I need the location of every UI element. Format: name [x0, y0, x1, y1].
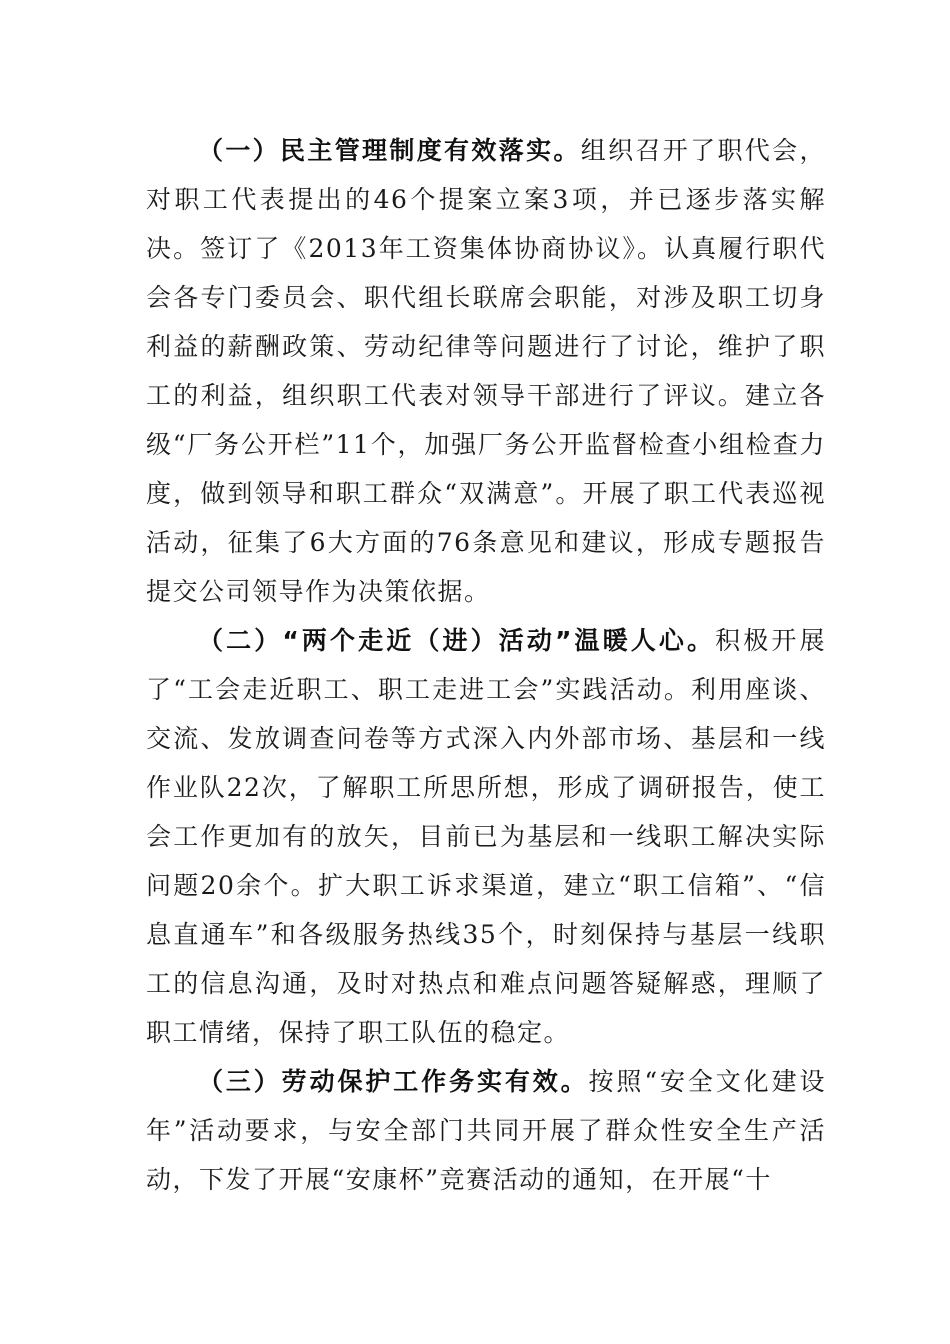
section-2-heading: （二）“两个走近（进）活动”温暖人心。: [198, 626, 716, 655]
section-1-paragraph: [146, 126, 826, 616]
section-2-paragraph: [146, 616, 826, 1057]
document-body: [146, 126, 826, 1204]
section-1-body: 组织召开了职代会，对职工代表提出的46个提案立案3项，并已逐步落实解决。签订了《2013年工资集体协商协议》。认真履行职代会各专门委员会、职代组长联席会职能，对涉及职工切身利益的薪酬政策、劳动纪律等问题进行了讨论，维护了职工的利益，组织职工代表对领导干部进行了评议。建立各级“厂务公开栏”11个，加强厂务公开监督检查小组检查力度，做到领导和职工群众“双满意”。开展了职工代表巡视活动，征集了6大方面的76条意见和建议，形成专题报告提交公司领导作为决策依据。: [146, 136, 826, 606]
section-3-paragraph: [146, 1057, 826, 1204]
section-1-heading: （一）民主管理制度有效落实。: [198, 136, 581, 165]
section-3-body: 按照“安全文化建设年”活动要求，与安全部门共同开展了群众性安全生产活动，下发了开展“安康杯”竞赛活动的通知，在开展“十: [146, 1067, 826, 1194]
section-2-body: 积极开展了“工会走近职工、职工走进工会”实践活动。利用座谈、交流、发放调查问卷等方式深入内外部市场、基层和一线作业队22次，了解职工所思所想，形成了调研报告，使工会工作更加有的放矢，目前已为基层和一线职工解决实际问题20余个。扩大职工诉求渠道，建立“职工信箱”、“信息直通车”和各级服务热线35个，时刻保持与基层一线职工的信息沟通，及时对热点和难点问题答疑解惑，理顺了职工情绪，保持了职工队伍的稳定。: [146, 626, 826, 1047]
section-3-heading: （三）劳动保护工作务实有效。: [198, 1067, 589, 1096]
